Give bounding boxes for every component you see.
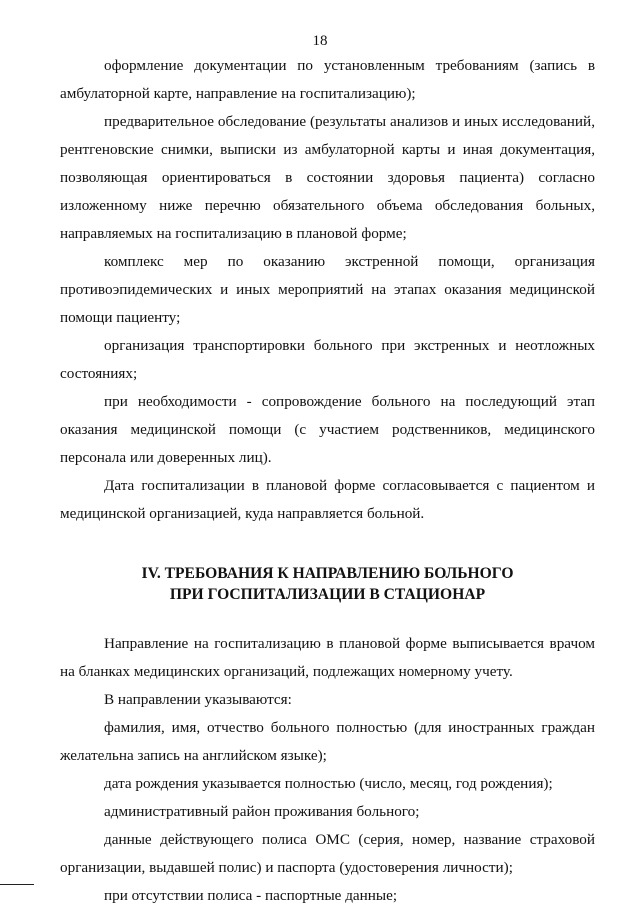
paragraph: при отсутствии полиса - паспортные данные;: [104, 887, 398, 904]
paragraph: организация транспортировки больного при экстренных и неотложных состояниях;: [60, 337, 595, 382]
paragraph: Направление на госпитализацию в плановой форме выписывается врачом на бланках медицинских организаций, подлежащих номерному учету.: [60, 635, 595, 680]
section-heading: [60, 563, 595, 605]
page-number: 18: [312, 33, 328, 49]
paragraph: при необходимости - сопровождение больного на последующий этап оказания медицинской помощи (с участием родственников, медицинского персонала или доверенных лиц).: [60, 393, 595, 466]
paragraph: дата рождения указывается полностью (число, месяц, год рождения);: [104, 775, 553, 792]
paragraph: В направлении указываются:: [104, 691, 292, 708]
paragraph: оформление документации по установленным требованиям (запись в амбулаторной карте, направление на госпитализацию);: [60, 57, 595, 102]
paragraph: фамилия, имя, отчество больного полностью (для иностранных граждан желательна запись на английском языке);: [60, 719, 595, 764]
paragraph: данные действующего полиса ОМС (серия, номер, название страховой организации, выдавшей полис) и паспорта (удостоверения личности);: [60, 831, 595, 876]
section-heading-line: IV. ТРЕБОВАНИЯ К НАПРАВЛЕНИЮ БОЛЬНОГО: [141, 565, 514, 582]
document-body: [60, 52, 595, 910]
section-heading-line: ПРИ ГОСПИТАЛИЗАЦИИ В СТАЦИОНАР: [169, 586, 486, 603]
paragraph: Дата госпитализации в плановой форме согласовывается с пациентом и медицинской организацией, куда направляется больной.: [60, 477, 595, 522]
footer-rule: [0, 884, 34, 885]
paragraph: комплекс мер по оказанию экстренной помощи, организация противоэпидемических и иных мероприятий на этапах оказания медицинской помощи пациенту;: [60, 253, 595, 326]
paragraph: административный район проживания больного;: [104, 803, 420, 820]
paragraph: предварительное обследование (результаты анализов и иных исследований, рентгеновские снимки, выписки из амбулаторной карты и иная документация, позволяющая ориентироваться в состоянии здоровья пациента) согласно изложенному ниже перечню обязательного объема обследования больных, направляемых на госпитализацию в плановой форме;: [60, 113, 595, 242]
